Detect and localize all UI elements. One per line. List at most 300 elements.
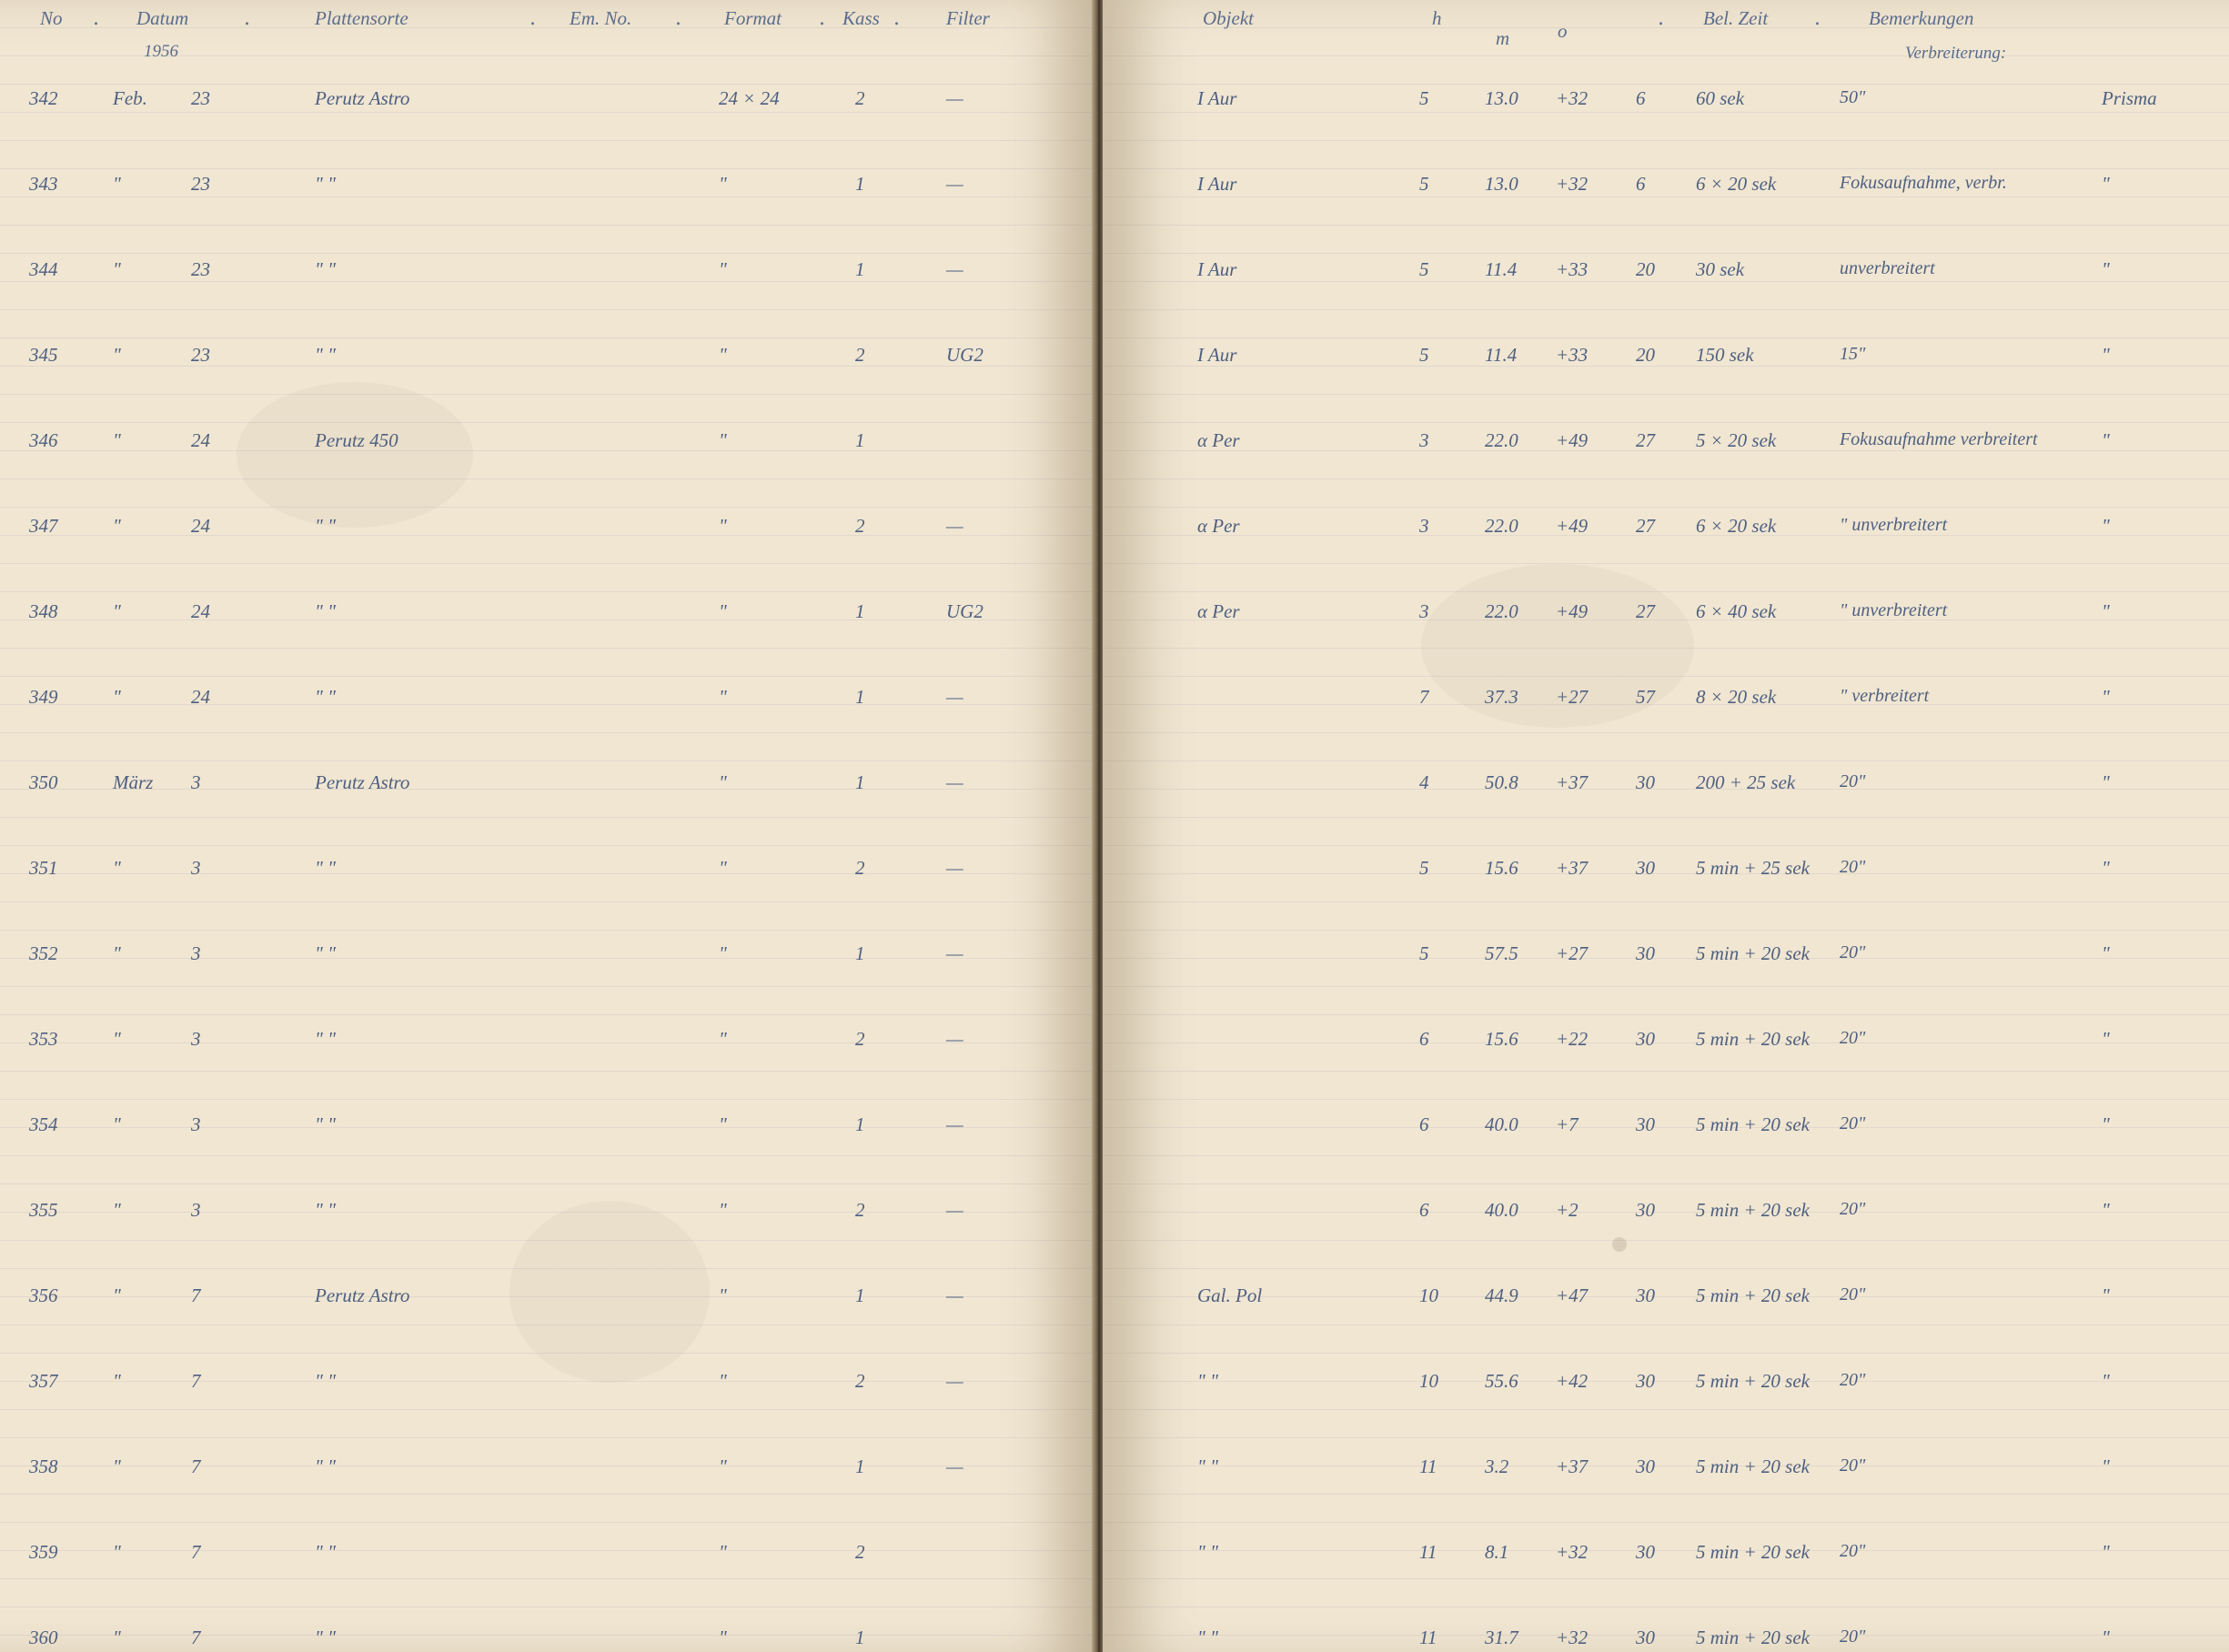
header-m: m <box>1496 27 1510 49</box>
entry-number: 358 <box>29 1456 58 1477</box>
entry-ra-hours: 6 <box>1419 1113 1429 1135</box>
entry-exposure-time: 8 × 20 sek <box>1696 686 1777 708</box>
entry-exposure-time: 5 min + 20 sek <box>1696 1284 1810 1306</box>
entry-declination: +2 <box>1556 1199 1578 1221</box>
entry-remarks: 20" <box>1840 1199 1866 1219</box>
entry-day: 7 <box>191 1370 201 1392</box>
entry-ra-minutes: 13.0 <box>1485 87 1518 109</box>
entry-cassette: 1 <box>855 600 865 622</box>
entry-value: 57 <box>1636 686 1655 708</box>
table-row <box>0 515 1096 551</box>
entry-number: 350 <box>29 771 58 793</box>
table-row <box>1103 686 2229 722</box>
entry-day: 7 <box>191 1541 201 1563</box>
entry-filter: — <box>946 686 963 708</box>
entry-format: " <box>719 1456 727 1477</box>
entry-month: " <box>113 600 121 622</box>
entry-day: 3 <box>191 1113 201 1135</box>
entry-exposure-time: 5 min + 20 sek <box>1696 1456 1810 1477</box>
entry-exposure-time: 6 × 20 sek <box>1696 173 1777 195</box>
table-row <box>0 1028 1096 1064</box>
table-row <box>1103 1113 2229 1150</box>
table-row <box>0 344 1096 380</box>
entry-prism: " <box>2102 600 2110 622</box>
header-objekt: Objekt <box>1203 7 1254 29</box>
entry-prism: " <box>2102 1113 2110 1135</box>
header-verbreiterung: Verbreiterung: <box>1905 44 2007 63</box>
entry-filter: — <box>946 173 963 195</box>
entry-day: 7 <box>191 1284 201 1306</box>
entry-month: " <box>113 942 121 964</box>
entry-value: 30 <box>1636 1028 1655 1050</box>
header-no: No <box>40 7 63 29</box>
entry-ra-hours: 3 <box>1419 515 1429 537</box>
entry-value: 30 <box>1636 1113 1655 1135</box>
entry-exposure-time: 5 min + 20 sek <box>1696 942 1810 964</box>
entry-declination: +42 <box>1556 1370 1589 1392</box>
entry-cassette: 2 <box>855 344 865 366</box>
entry-number: 349 <box>29 686 58 708</box>
table-row <box>0 1541 1096 1577</box>
entry-value: 30 <box>1636 1627 1655 1648</box>
header-filter: Filter <box>946 7 990 29</box>
entry-prism: " <box>2102 1627 2110 1648</box>
table-row <box>0 1113 1096 1150</box>
entry-day: 24 <box>191 600 210 622</box>
entry-value: 30 <box>1636 1456 1655 1477</box>
entry-plate-type: " " <box>315 1370 336 1392</box>
entry-value: 30 <box>1636 857 1655 879</box>
entry-declination: +37 <box>1556 771 1589 793</box>
entry-plate-type: " " <box>315 1541 336 1563</box>
right-page: Objekt h m o . Bel. Zeit . Bemerkungen Verbreiterung: I Aur 5 13.0 +32 6 60 sek 50" Prisma I Aur 5 13.0 +32 6 6 × 20 sek Fokusaufnahme, verbr. " I Aur 5 11.4 +33 20 30 sek unverbreitert " I Aur 5 11.4 +33 20 150 sek 15" " α Per 3 22.0 +49 27 5 × 20 sek Fokusaufnahme verbreitert " α Per 3 22.0 +49 27 6 × 20 sek " unverbreitert " α Per 3 22.0 +49 27 6 × 40 sek " unverbreitert " 7 37.3 +27 57 8 × 20 sek " verbreitert " 4 50.8 +37 30 200 + 25 sek 20" " 5 15.6 +37 30 5 min + 25 sek 20" " 5 57.5 +27 30 5 min + 20 sek 20" " 6 15.6 +22 30 5 min + 20 sek 20" " 6 40.0 +7 30 5 min + 20 sek 20" " 6 40.0 +2 30 5 min + 20 sek 20" " Gal. Pol 10 44.9 +47 30 5 min + 20 sek 20" " " " 10 55.6 +42 30 5 min + 20 sek 20" " " " 11 3.2 +37 30 5 min + 20 sek 20" " " " 11 8.1 +32 30 5 min + 20 sek 20" " " " 11 31.7 +32 30 5 min + 20 sek 20" " <box>1103 0 2229 1652</box>
entry-declination: +32 <box>1556 87 1589 109</box>
entry-remarks: 50" <box>1840 87 1866 107</box>
entry-month: " <box>113 173 121 195</box>
entry-day: 3 <box>191 942 201 964</box>
entry-format: " <box>719 771 727 793</box>
header-o: o <box>1558 20 1568 42</box>
entry-number: 347 <box>29 515 58 537</box>
entry-exposure-time: 6 × 20 sek <box>1696 515 1777 537</box>
entry-month: " <box>113 1627 121 1648</box>
entry-prism: " <box>2102 1370 2110 1392</box>
entry-format: " <box>719 1199 727 1221</box>
entry-format: " <box>719 1541 727 1563</box>
table-row <box>0 771 1096 808</box>
entry-plate-type: " " <box>315 1028 336 1050</box>
entry-day: 23 <box>191 344 210 366</box>
entry-month: " <box>113 1199 121 1221</box>
entry-object: " " <box>1197 1456 1218 1477</box>
entry-number: 346 <box>29 429 58 451</box>
entry-format: " <box>719 857 727 879</box>
entry-value: 30 <box>1636 1370 1655 1392</box>
entry-ra-hours: 5 <box>1419 942 1429 964</box>
table-row <box>1103 344 2229 380</box>
entry-ra-minutes: 11.4 <box>1485 344 1518 366</box>
entry-prism: " <box>2102 686 2110 708</box>
entry-ra-minutes: 44.9 <box>1485 1284 1518 1306</box>
entry-format: " <box>719 344 727 366</box>
entry-cassette: 2 <box>855 1541 865 1563</box>
table-row <box>0 686 1096 722</box>
entry-remarks: 15" <box>1840 344 1866 364</box>
entry-format: " <box>719 515 727 537</box>
entry-exposure-time: 5 min + 25 sek <box>1696 857 1810 879</box>
entry-remarks: Fokusaufnahme, verbr. <box>1840 173 2007 193</box>
entry-ra-hours: 10 <box>1419 1284 1438 1306</box>
entry-ra-hours: 11 <box>1419 1627 1437 1648</box>
entry-exposure-time: 5 min + 20 sek <box>1696 1370 1810 1392</box>
entry-ra-hours: 4 <box>1419 771 1429 793</box>
entry-filter: — <box>946 1028 963 1050</box>
entry-number: 351 <box>29 857 58 879</box>
entry-ra-minutes: 57.5 <box>1485 942 1518 964</box>
entry-filter: — <box>946 87 963 109</box>
entry-format: " <box>719 1284 727 1306</box>
entry-exposure-time: 60 sek <box>1696 87 1745 109</box>
table-row <box>0 1199 1096 1235</box>
entry-object: α Per <box>1197 515 1240 537</box>
entry-ra-minutes: 22.0 <box>1485 429 1518 451</box>
entry-value: 20 <box>1636 344 1655 366</box>
entry-ra-minutes: 11.4 <box>1485 258 1518 280</box>
entry-declination: +27 <box>1556 686 1589 708</box>
entry-remarks: unverbreitert <box>1840 258 1935 278</box>
entry-filter: — <box>946 1284 963 1306</box>
entry-month: " <box>113 1113 121 1135</box>
entry-plate-type: " " <box>315 1199 336 1221</box>
entry-ra-hours: 11 <box>1419 1456 1437 1477</box>
entry-ra-hours: 6 <box>1419 1199 1429 1221</box>
entry-ra-minutes: 40.0 <box>1485 1199 1518 1221</box>
entry-cassette: 1 <box>855 686 865 708</box>
entry-number: 353 <box>29 1028 58 1050</box>
entry-declination: +47 <box>1556 1284 1589 1306</box>
entry-day: 23 <box>191 173 210 195</box>
entry-cassette: 1 <box>855 771 865 793</box>
entry-filter: UG2 <box>946 600 983 622</box>
entry-prism: " <box>2102 1284 2110 1306</box>
entry-prism: " <box>2102 515 2110 537</box>
table-row <box>0 857 1096 893</box>
entry-object: α Per <box>1197 600 1240 622</box>
entry-cassette: 1 <box>855 429 865 451</box>
entry-plate-type: Perutz Astro <box>315 771 410 793</box>
header-em-no: Em. No. <box>570 7 632 29</box>
entry-cassette: 2 <box>855 515 865 537</box>
entry-plate-type: Perutz Astro <box>315 1284 410 1306</box>
entry-day: 7 <box>191 1456 201 1477</box>
entry-remarks: 20" <box>1840 1028 1866 1048</box>
entry-exposure-time: 5 × 20 sek <box>1696 429 1777 451</box>
entry-declination: +49 <box>1556 429 1589 451</box>
entry-filter: — <box>946 942 963 964</box>
entry-value: 30 <box>1636 1284 1655 1306</box>
entry-month: " <box>113 344 121 366</box>
entry-cassette: 1 <box>855 1113 865 1135</box>
header-bel-zeit: Bel. Zeit <box>1703 7 1769 29</box>
entry-declination: +49 <box>1556 515 1589 537</box>
entry-day: 3 <box>191 1028 201 1050</box>
header-kass: Kass <box>842 7 880 29</box>
table-row <box>1103 173 2229 209</box>
entry-ra-hours: 3 <box>1419 600 1429 622</box>
entry-prism: " <box>2102 942 2110 964</box>
entry-plate-type: Perutz Astro <box>315 87 410 109</box>
entry-ra-minutes: 50.8 <box>1485 771 1518 793</box>
entry-plate-type: " " <box>315 1627 336 1648</box>
entry-ra-minutes: 13.0 <box>1485 173 1518 195</box>
entry-format: " <box>719 1627 727 1648</box>
entry-declination: +33 <box>1556 258 1589 280</box>
entry-ra-minutes: 40.0 <box>1485 1113 1518 1135</box>
entry-prism: " <box>2102 1028 2110 1050</box>
entry-day: 24 <box>191 429 210 451</box>
entry-plate-type: " " <box>315 600 336 622</box>
entry-month: " <box>113 515 121 537</box>
entry-month: " <box>113 1541 121 1563</box>
entry-month: " <box>113 1028 121 1050</box>
entry-prism: " <box>2102 173 2110 195</box>
entry-declination: +32 <box>1556 1541 1589 1563</box>
table-row <box>1103 1627 2229 1652</box>
entry-exposure-time: 6 × 40 sek <box>1696 600 1777 622</box>
entry-remarks: 20" <box>1840 1627 1866 1647</box>
table-row <box>0 1370 1096 1406</box>
header-plattensorte: Plattensorte <box>315 7 408 29</box>
entry-plate-type: " " <box>315 1113 336 1135</box>
entry-ra-minutes: 15.6 <box>1485 857 1518 879</box>
entry-ra-hours: 5 <box>1419 344 1429 366</box>
table-row <box>1103 1541 2229 1577</box>
table-row <box>0 173 1096 209</box>
entry-declination: +7 <box>1556 1113 1578 1135</box>
entry-remarks: " unverbreitert <box>1840 515 1948 535</box>
entry-cassette: 2 <box>855 1199 865 1221</box>
entry-ra-hours: 5 <box>1419 258 1429 280</box>
entry-ra-minutes: 55.6 <box>1485 1370 1518 1392</box>
entry-ra-hours: 11 <box>1419 1541 1437 1563</box>
entry-object: " " <box>1197 1541 1218 1563</box>
table-row <box>0 600 1096 637</box>
header-bemerkungen: Bemerkungen <box>1869 7 1974 29</box>
entry-remarks: Fokusaufnahme verbreitert <box>1840 429 2038 449</box>
entry-ra-minutes: 22.0 <box>1485 515 1518 537</box>
entry-ra-minutes: 15.6 <box>1485 1028 1518 1050</box>
entry-cassette: 2 <box>855 857 865 879</box>
entry-filter: — <box>946 771 963 793</box>
entry-plate-type: " " <box>315 1456 336 1477</box>
entry-ra-minutes: 3.2 <box>1485 1456 1509 1477</box>
entry-object: I Aur <box>1197 87 1237 109</box>
header-year: 1956 <box>144 42 178 61</box>
entry-number: 356 <box>29 1284 58 1306</box>
entry-value: 6 <box>1636 173 1646 195</box>
entry-filter: UG2 <box>946 344 983 366</box>
entry-filter: — <box>946 1199 963 1221</box>
entry-prism: " <box>2102 344 2110 366</box>
entry-plate-type: Perutz 450 <box>315 429 398 451</box>
entry-month: " <box>113 258 121 280</box>
entry-plate-type: " " <box>315 344 336 366</box>
header-datum: Datum <box>136 7 189 29</box>
table-row <box>0 1284 1096 1321</box>
entry-day: 23 <box>191 87 210 109</box>
entry-plate-type: " " <box>315 515 336 537</box>
entry-format: " <box>719 429 727 451</box>
entry-ra-minutes: 22.0 <box>1485 600 1518 622</box>
entry-cassette: 2 <box>855 1370 865 1392</box>
entry-number: 352 <box>29 942 58 964</box>
entry-remarks: 20" <box>1840 1284 1866 1304</box>
entry-value: 6 <box>1636 87 1646 109</box>
entry-prism: " <box>2102 258 2110 280</box>
entry-month: " <box>113 686 121 708</box>
entry-day: 24 <box>191 515 210 537</box>
table-row <box>1103 1370 2229 1406</box>
entry-remarks: 20" <box>1840 942 1866 962</box>
entry-cassette: 1 <box>855 173 865 195</box>
entry-remarks: " unverbreitert <box>1840 600 1948 620</box>
entry-number: 343 <box>29 173 58 195</box>
entry-month: " <box>113 1456 121 1477</box>
entry-prism: " <box>2102 429 2110 451</box>
entry-value: 27 <box>1636 515 1655 537</box>
entry-object: " " <box>1197 1370 1218 1392</box>
entry-filter: — <box>946 1456 963 1477</box>
entry-number: 360 <box>29 1627 58 1648</box>
entry-number: 348 <box>29 600 58 622</box>
entry-ra-hours: 3 <box>1419 429 1429 451</box>
entry-declination: +33 <box>1556 344 1589 366</box>
entry-exposure-time: 5 min + 20 sek <box>1696 1199 1810 1221</box>
entry-prism: " <box>2102 1541 2110 1563</box>
entry-plate-type: " " <box>315 857 336 879</box>
entry-day: 3 <box>191 771 201 793</box>
entry-exposure-time: 5 min + 20 sek <box>1696 1113 1810 1135</box>
entry-month: März <box>113 771 154 793</box>
entry-object: I Aur <box>1197 173 1237 195</box>
entry-remarks: 20" <box>1840 1113 1866 1133</box>
entry-format: " <box>719 1113 727 1135</box>
entry-number: 344 <box>29 258 58 280</box>
entry-plate-type: " " <box>315 942 336 964</box>
table-row <box>0 1456 1096 1492</box>
entry-cassette: 2 <box>855 1028 865 1050</box>
entry-number: 342 <box>29 87 58 109</box>
entry-object: " " <box>1197 1627 1218 1648</box>
header-h: h <box>1432 7 1442 29</box>
table-row <box>1103 1456 2229 1492</box>
entry-ra-hours: 5 <box>1419 173 1429 195</box>
entry-remarks: 20" <box>1840 771 1866 791</box>
entry-object: α Per <box>1197 429 1240 451</box>
entry-value: 30 <box>1636 1541 1655 1563</box>
entry-value: 27 <box>1636 429 1655 451</box>
entry-declination: +49 <box>1556 600 1589 622</box>
entry-filter: — <box>946 1370 963 1392</box>
entry-ra-hours: 6 <box>1419 1028 1429 1050</box>
entry-exposure-time: 200 + 25 sek <box>1696 771 1796 793</box>
entry-ra-hours: 10 <box>1419 1370 1438 1392</box>
entry-day: 23 <box>191 258 210 280</box>
entry-value: 30 <box>1636 942 1655 964</box>
table-row <box>0 1627 1096 1652</box>
entry-filter: — <box>946 515 963 537</box>
entry-remarks: " verbreitert <box>1840 686 1930 706</box>
table-row <box>1103 1199 2229 1235</box>
entry-cassette: 1 <box>855 1627 865 1648</box>
entry-format: " <box>719 1370 727 1392</box>
table-row <box>0 429 1096 466</box>
entry-declination: +37 <box>1556 1456 1589 1477</box>
entry-day: 24 <box>191 686 210 708</box>
entry-month: " <box>113 1370 121 1392</box>
entry-format: " <box>719 686 727 708</box>
entry-day: 3 <box>191 857 201 879</box>
table-row <box>1103 942 2229 979</box>
entry-month: " <box>113 429 121 451</box>
entry-remarks: 20" <box>1840 857 1866 877</box>
entry-declination: +32 <box>1556 173 1589 195</box>
entry-number: 355 <box>29 1199 58 1221</box>
table-row <box>0 942 1096 979</box>
entry-day: 3 <box>191 1199 201 1221</box>
table-row <box>1103 771 2229 808</box>
table-row <box>0 258 1096 295</box>
entry-remarks: 20" <box>1840 1541 1866 1561</box>
entry-plate-type: " " <box>315 686 336 708</box>
entry-prism: " <box>2102 857 2110 879</box>
entry-exposure-time: 5 min + 20 sek <box>1696 1627 1810 1648</box>
entry-ra-hours: 5 <box>1419 857 1429 879</box>
entry-declination: +22 <box>1556 1028 1589 1050</box>
entry-value: 30 <box>1636 771 1655 793</box>
table-row <box>1103 87 2229 124</box>
entry-prism: " <box>2102 771 2110 793</box>
header-format: Format <box>724 7 782 29</box>
entry-format: " <box>719 1028 727 1050</box>
entry-value: 27 <box>1636 600 1655 622</box>
entry-object: I Aur <box>1197 344 1237 366</box>
entry-ra-hours: 5 <box>1419 87 1429 109</box>
table-row <box>1103 1284 2229 1321</box>
entry-remarks: 20" <box>1840 1456 1866 1476</box>
entry-exposure-time: 5 min + 20 sek <box>1696 1541 1810 1563</box>
entry-day: 7 <box>191 1627 201 1648</box>
entry-number: 354 <box>29 1113 58 1135</box>
entry-declination: +37 <box>1556 857 1589 879</box>
entry-number: 357 <box>29 1370 58 1392</box>
entry-cassette: 1 <box>855 1456 865 1477</box>
entry-value: 30 <box>1636 1199 1655 1221</box>
table-row <box>1103 1028 2229 1064</box>
table-row <box>1103 515 2229 551</box>
entry-prism: " <box>2102 1456 2110 1477</box>
entry-month: Feb. <box>113 87 147 109</box>
entry-format: " <box>719 173 727 195</box>
entry-number: 359 <box>29 1541 58 1563</box>
table-row <box>1103 429 2229 466</box>
entry-format: " <box>719 600 727 622</box>
table-row <box>1103 857 2229 893</box>
entry-declination: +32 <box>1556 1627 1589 1648</box>
entry-exposure-time: 30 sek <box>1696 258 1745 280</box>
entry-cassette: 1 <box>855 1284 865 1306</box>
left-page: No . Datum . Plattensorte . Em. No. . Format . Kass . Filter 1956 342 Feb. 23 Perutz Astro 24 × 24 2 — 343 " 23 " " " 1 — 344 " 23 " " " 1 — 345 " 23 " " " 2 UG2 346 " 24 Perutz 450 " 1 347 " 24 " " " 2 — 348 " 24 " " " 1 UG2 349 " 24 " " " 1 — 350 März 3 Perutz Astro " 1 — 351 " 3 " " " 2 — 352 " 3 " " " 1 — 353 " 3 " " " 2 — 354 " 3 " " " 1 — 355 " 3 " " " 2 — 356 " 7 Perutz Astro " 1 — 357 " 7 " " " 2 — 358 " 7 " " " 1 — 359 " 7 " " " 2 360 " 7 " " " 1 <box>0 0 1096 1652</box>
